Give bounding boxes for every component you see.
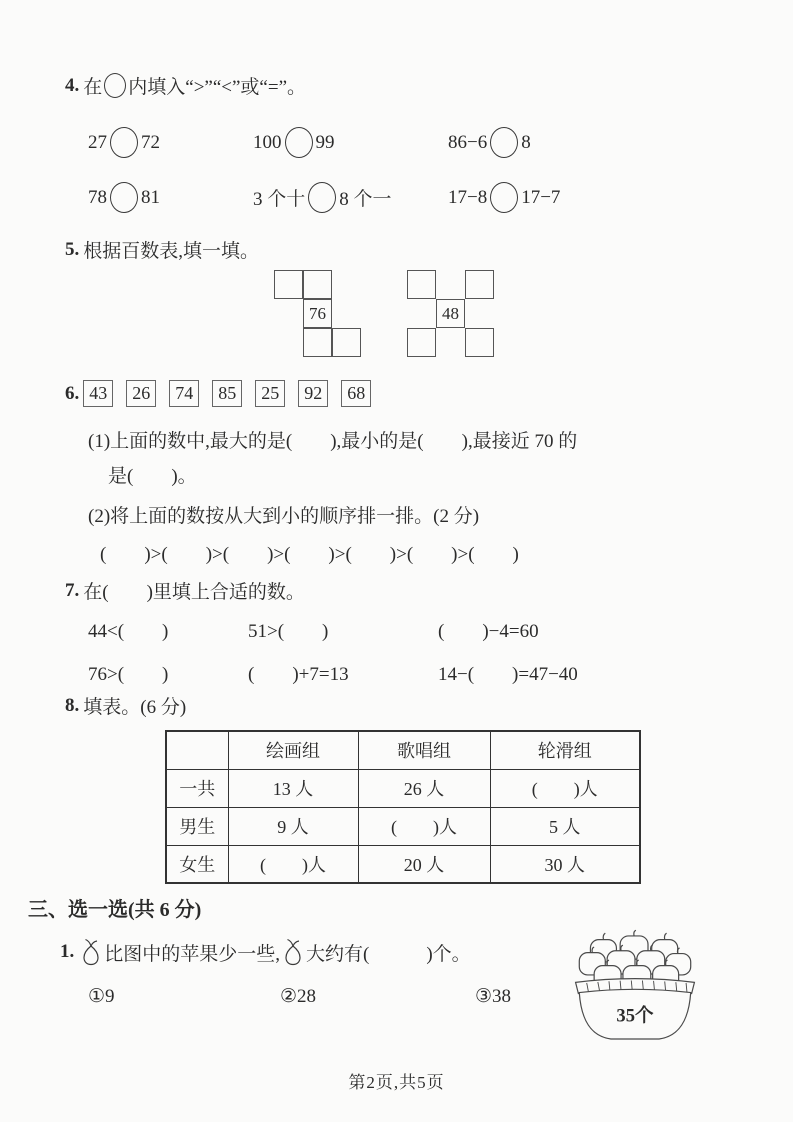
question-6-ordering-blanks: ( )>( )>( )>( )>( )>( )>( ) [100,544,519,565]
question-number: 6. [65,382,80,404]
apple-basket-illustration [570,926,700,1048]
table-cell: ( )人 [490,769,640,807]
question-number: 8. [65,694,80,716]
comparison-item [253,182,448,213]
equation-blank: ( )+7=13 [248,664,349,685]
equation-blank: 14−( )=47−40 [438,664,578,685]
comparison-left: 27 [88,131,107,153]
equation-blank: ( )−4=60 [438,621,539,642]
table-cell: ( )人 [358,807,490,845]
question-6-part1-line2: 是( )。 [108,466,197,487]
question-6-part2: (2)将上面的数按从大到小的顺序排一排。(2 分) [88,506,480,527]
row-label: 男生 [166,807,228,845]
table-header-row [166,731,640,769]
empty-chart-cell [332,328,361,357]
equation-blank: 76>( ) [88,664,169,685]
table-cell: 13 人 [228,769,358,807]
table-cell: 5 人 [490,807,640,845]
answer-circle [490,182,518,213]
page-footer: 第2页,共5页 [348,1073,445,1092]
equation-blank: 51>( ) [248,621,329,642]
hundred-chart-shape-76 [274,270,361,357]
empty-chart-cell [274,270,303,299]
chart-center-number: 76 [303,299,332,328]
number-box: 74 [169,380,199,407]
row-label: 女生 [166,845,228,883]
answer-circle [110,127,138,158]
question-4-text-after: 内填入“>”“<”或“=”。 [128,77,307,98]
pear-icon [80,938,102,966]
number-box: 43 [83,380,113,407]
question-7-items [88,616,578,686]
question-7-prompt [65,577,305,604]
comparison-left: 78 [88,186,107,208]
comparison-item [448,127,560,158]
question-4-text-before: 在 [83,77,103,98]
question-1-text-part1: 比图中的苹果少一些, [104,943,281,965]
row-label: 一共 [166,769,228,807]
header-cell: 歌唱组 [358,731,490,769]
question-6-part1-line1: (1)上面的数中,最大的是( ),最小的是( ),最接近 70 的 [88,431,578,452]
question-number: 7. [65,579,80,601]
answer-options [88,985,511,1008]
number-box: 26 [126,380,156,407]
hundred-chart-shapes [274,270,494,357]
answer-circle [308,182,336,213]
table-row [166,807,640,845]
option-2: ②28 [280,986,317,1007]
question-8-text: 填表。(6 分) [83,697,187,718]
answer-circle [490,127,518,158]
option-3: ③38 [475,986,512,1007]
table-row [166,769,640,807]
comparison-item [253,127,448,158]
empty-chart-cell [407,328,436,357]
number-box: 25 [255,380,285,407]
equation-blank: 44<( ) [88,621,169,642]
empty-chart-cell [407,270,436,299]
table-cell: 9 人 [228,807,358,845]
question-5-text: 根据百数表,填一填。 [83,241,260,262]
comparison-right: 81 [141,186,160,208]
comparison-item [88,127,253,158]
table-cell: 20 人 [358,845,490,883]
question-4-items [88,127,560,213]
comparison-right: 8 个一 [339,189,392,210]
comparison-left: 100 [253,131,282,153]
table-row [166,845,640,883]
table-cell: ( )人 [228,845,358,883]
number-box: 85 [212,380,242,407]
comparison-right: 8 [521,131,531,153]
number-box: 68 [341,380,371,407]
answer-circle [285,127,313,158]
pear-icon [282,938,304,966]
number-box: 92 [298,380,328,407]
empty-chart-cell [303,328,332,357]
question-1-text-part2: 大约有( )个。 [306,943,471,965]
question-number: 1. [60,941,75,962]
header-cell [166,731,228,769]
question-5-prompt [65,236,259,263]
basket-count-label: 35个 [616,1005,654,1027]
table-cell: 26 人 [358,769,490,807]
header-cell: 轮滑组 [490,731,640,769]
question-number: 4. [65,74,80,96]
question-number: 5. [65,238,80,260]
question-6-boxes [65,380,384,407]
section-3-question-1 [60,938,471,966]
empty-chart-cell [465,328,494,357]
empty-chart-cell [303,270,332,299]
question-4-prompt [65,72,306,99]
question-7-text: 在( )里填上合适的数。 [83,582,305,603]
comparison-item [88,182,253,213]
comparison-right: 72 [141,131,160,153]
section-3-title: 三、选一选(共 6 分) [28,899,202,921]
empty-chart-cell [465,270,494,299]
comparison-left: 86−6 [448,131,488,153]
comparison-right: 17−7 [521,186,561,208]
table-cell: 30 人 [490,845,640,883]
header-cell: 绘画组 [228,731,358,769]
comparison-item [448,182,560,213]
hundred-chart-shape-48 [407,270,494,357]
answer-circle-icon [104,73,126,98]
option-1: ①9 [88,986,115,1007]
comparison-right: 99 [315,131,335,153]
answer-circle [110,182,138,213]
question-8-prompt [65,692,186,719]
comparison-left: 3 个十 [253,189,306,210]
chart-center-number: 48 [436,299,465,328]
fill-in-table [165,730,641,884]
comparison-left: 17−8 [448,186,488,208]
